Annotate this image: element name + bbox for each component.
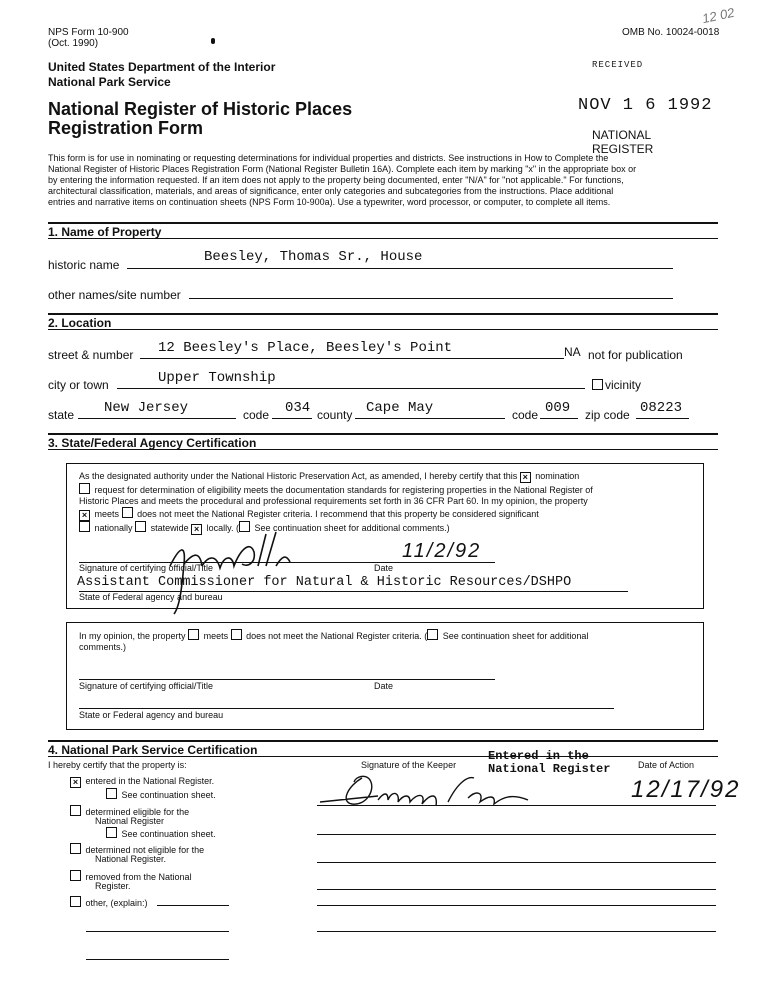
na-mark: NA	[564, 345, 581, 359]
signature-line	[79, 679, 495, 680]
second-opinion-text: In my opinion, the property meets does not meet the National Register criteria. ( See continuation sheet for additional comments.)	[79, 631, 589, 652]
section-rule	[48, 756, 718, 757]
not-eligible-checkbox[interactable]	[70, 843, 81, 854]
eligible-checkbox[interactable]	[70, 805, 81, 816]
form-title-line1: National Register of Historic Places	[48, 99, 353, 119]
entered-stamp: Entered in the National Register	[488, 749, 611, 776]
received-stamp: RECEIVED	[592, 60, 644, 70]
action-date-label: Date of Action	[638, 760, 695, 770]
department: United States Department of the Interior	[48, 60, 276, 74]
keeper-line	[317, 889, 716, 890]
county-code-value: 009	[545, 400, 571, 416]
statewide-checkbox[interactable]	[135, 521, 146, 532]
agency-line	[79, 708, 614, 709]
certifying-date-handwritten: 11/2/92	[402, 540, 482, 562]
eligible-continuation-checkbox[interactable]	[106, 827, 117, 838]
option-eligible: determined eligible for the	[70, 805, 189, 818]
entered-checkbox[interactable]	[70, 777, 81, 788]
street-value: 12 Beesley's Place, Beesley's Point	[158, 340, 453, 356]
state-value: New Jersey	[104, 400, 189, 416]
state-code-field	[272, 418, 312, 419]
zip-value: 08223	[640, 400, 683, 416]
zip-field	[636, 418, 689, 419]
street-field	[140, 358, 564, 359]
other-explain-line	[86, 959, 229, 960]
other-explain-line	[86, 931, 229, 932]
form-date: (Oct. 1990)	[48, 38, 99, 49]
keeper-line	[317, 834, 716, 835]
option-not-eligible: determined not eligible for the	[70, 843, 204, 856]
section-rule	[48, 433, 718, 435]
zip-label: zip code	[585, 408, 630, 422]
state-field	[78, 418, 236, 419]
received-date-stamp: NOV 1 6 1992	[578, 96, 713, 115]
other-explain-line	[157, 905, 229, 906]
second-continuation-checkbox[interactable]	[427, 629, 438, 640]
service: National Park Service	[48, 75, 171, 89]
other-names-label: other names/site number	[48, 288, 181, 302]
register-stamp: REGISTER	[592, 142, 654, 156]
section-rule	[48, 238, 718, 239]
signature-label: Signature of certifying official/Title	[79, 563, 214, 573]
nomination-checkbox[interactable]	[520, 472, 531, 483]
street-label: street & number	[48, 348, 134, 362]
form-title-line2: Registration Form	[48, 118, 204, 138]
instructions: This form is for use in nominating or requesting determinations for individual properties and districts. See instructions in How to Complete the National Register of Historic Places Registration Form (National Register Bulletin 16A). Complete each item by marking "x" in the appropriate box or by entering the information requested. If an item does not apply to the property being documented, enter "N/A" for "not applicable." For functions, architectural classification, materials, and areas of significance, enter only categories and subcategories from the instructions. Place additional entries and narrative items on continuation sheets (NPS Form 10-900a). Use a typewriter, word processor, or computer, to complete all items.	[48, 153, 637, 207]
vicinity-checkbox[interactable]	[592, 379, 603, 390]
section-rule	[48, 740, 718, 742]
meets-checkbox[interactable]	[79, 510, 90, 521]
keeper-signature	[318, 772, 548, 812]
historic-name-field	[127, 268, 673, 269]
agency-label: State or Federal agency and bureau	[79, 710, 224, 720]
does-not-meet-checkbox[interactable]	[122, 507, 133, 518]
signature-label: Signature of certifying official/Title	[79, 681, 214, 691]
option-entered-continuation: See continuation sheet.	[106, 788, 216, 801]
keeper-line	[317, 862, 716, 863]
ink-dot	[211, 38, 215, 44]
county-code-field	[540, 418, 578, 419]
county-code-label: code	[512, 408, 539, 422]
option-other: other, (explain:)	[70, 896, 148, 909]
section-4-heading: 4. National Park Service Certification	[48, 743, 258, 757]
national-stamp: NATIONAL	[592, 128, 652, 142]
keeper-line	[317, 931, 716, 932]
removed-checkbox[interactable]	[70, 870, 81, 881]
vicinity-option: vicinity	[592, 378, 641, 392]
entered-continuation-checkbox[interactable]	[106, 788, 117, 799]
second-meets-checkbox[interactable]	[188, 629, 199, 640]
agency-label: State of Federal agency and bureau	[79, 592, 223, 602]
certification-text: As the designated authority under the National Historic Preservation Act, as amended, I hereby certify that this × nomination request for determination of eligibility meets the documentation standards for registering properties in the National Register of Historic Places and meets the procedural and professional requirements set forth in 36 CFR Part 60. In my opinion, the property × meets does not meet the National Register criteria. I recommend that this property be considered significant nationally statewide × locally. ( See continuation sheet for additional comments.)	[79, 471, 699, 535]
section-rule	[48, 313, 718, 315]
certify-intro: I hereby certify that the property is:	[48, 760, 187, 770]
city-field	[117, 388, 585, 389]
date-label: Date	[374, 563, 394, 573]
form-number: NPS Form 10-900	[48, 27, 129, 38]
county-field	[355, 418, 505, 419]
option-removed: removed from the National	[70, 870, 192, 883]
not-for-publication-label: not for publication	[588, 348, 683, 362]
keeper-line	[317, 805, 716, 806]
state-code-value: 034	[285, 400, 311, 416]
omb-number: OMB No. 10024-0018	[622, 27, 720, 38]
county-value: Cape May	[366, 400, 434, 416]
county-label: county	[317, 408, 353, 422]
action-date-handwritten: 12/17/92	[631, 776, 741, 803]
nationally-checkbox[interactable]	[79, 521, 90, 532]
city-label: city or town	[48, 378, 109, 392]
section-rule	[48, 449, 718, 450]
state-code-label: code	[243, 408, 270, 422]
option-eligible-continuation: See continuation sheet.	[106, 827, 216, 840]
option-eligible-line2: National Register	[95, 816, 165, 826]
corner-mark: 12 02	[700, 4, 736, 27]
section-3-heading: 3. State/Federal Agency Certification	[48, 436, 257, 450]
other-names-field	[189, 298, 673, 299]
state-label: state	[48, 408, 75, 422]
section-rule	[48, 329, 718, 330]
section-2-heading: 2. Location	[48, 316, 112, 330]
date-label: Date	[374, 681, 394, 691]
request-checkbox[interactable]	[79, 483, 90, 494]
city-value: Upper Township	[158, 370, 276, 386]
second-does-not-meet-checkbox[interactable]	[231, 629, 242, 640]
keeper-line	[317, 905, 716, 906]
agency-value: Assistant Commissioner for Natural & Historic Resources/DSHPO	[77, 575, 572, 590]
historic-name-value: Beesley, Thomas Sr., House	[204, 249, 423, 265]
section-rule	[48, 222, 718, 224]
keeper-label: Signature of the Keeper	[361, 760, 457, 770]
other-checkbox[interactable]	[70, 896, 81, 907]
option-not-eligible-line2: National Register.	[95, 854, 167, 864]
section-1-heading: 1. Name of Property	[48, 225, 162, 239]
option-entered: × entered in the National Register.	[70, 776, 214, 788]
option-removed-line2: Register.	[95, 881, 131, 891]
historic-name-label: historic name	[48, 258, 120, 272]
